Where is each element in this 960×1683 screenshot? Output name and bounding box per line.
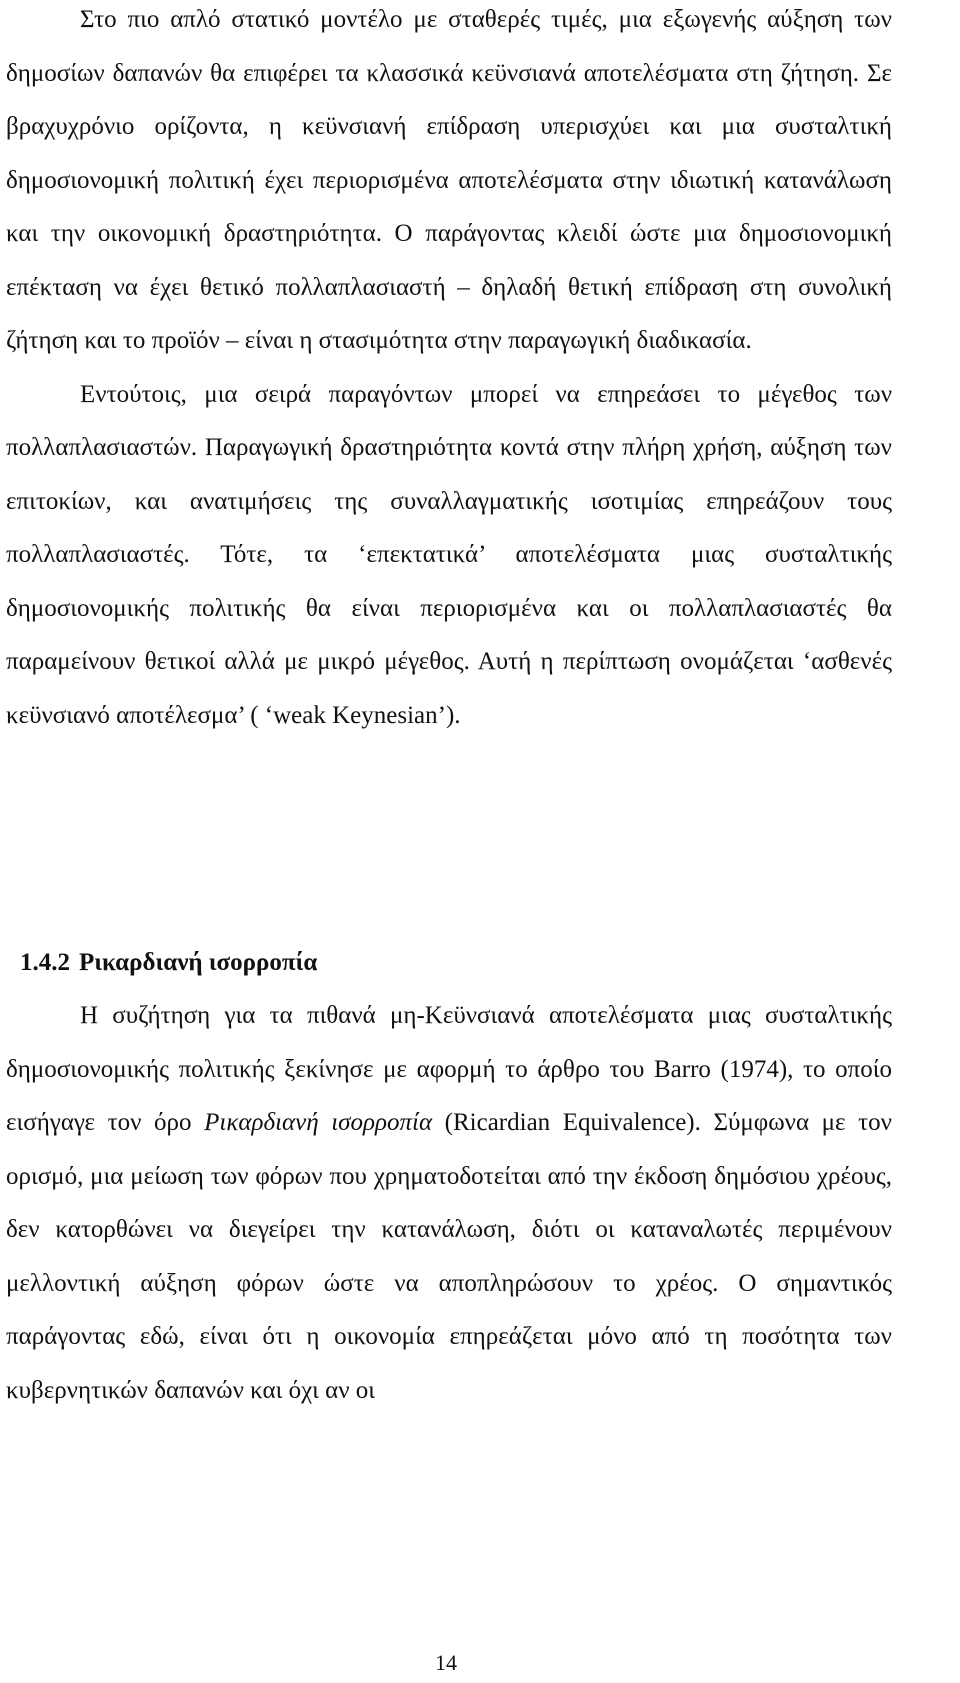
body-paragraph: Στο πιο απλό στατικό μοντέλο με σταθερές τιμές, μια εξωγενής αύξηση των δημοσίων δαπανών θα επιφέρει τα κλασσικά κεϋνσιανά αποτελέσματα στη ζήτηση. Σε βραχυχρόνιο ορίζοντα, η κεϋνσιανή επίδραση υπερισχύει και μια συσταλτική δημοσιονομική πολιτική έχει περιορισμένα αποτελέσματα στην ιδιωτική κατανάλωση και την οικονομική δραστηριότητα. Ο παράγοντας κλειδί ώστε μια δημοσιονομική επέκταση να έχει θετικό πολλαπλασιαστή – δηλαδή θετική επίδραση στη συνολική ζήτηση και το προϊόν – είναι η στασιμότητα στην παραγωγική διαδικασία. (6, 6, 892, 354)
section-title: Ρικαρδιανή ισορροπία (79, 949, 318, 976)
section-heading (20, 936, 317, 990)
italic-term: Ρικαρδιανή ισορροπία (204, 1109, 433, 1136)
body-paragraph (6, 989, 892, 1417)
page-number: 14 (435, 1650, 457, 1675)
section-number: 1.4.2 (20, 949, 70, 976)
paragraph-text: Η συζήτηση για τα πιθανά μη-Κεϋνσιανά αποτελέσματα μιας συσταλτικής δημοσιονομικής πολιτικής ξεκίνησε με αφορμή το άρθρο του Barro (1974), το οποίο εισήγαγε τον όρο (6, 1002, 892, 1136)
body-paragraph: Εντούτοις, μια σειρά παραγόντων μπορεί να επηρεάσει το μέγεθος των πολλαπλασιαστών. Παραγωγική δραστηριότητα κοντά στην πλήρη χρήση, αύξηση των επιτοκίων, και ανατιμήσεις της συναλλαγματικής ισοτιμίας επηρεάζουν τους πολλαπλασιαστές. Τότε, τα ‘επεκτατικά’ αποτελέσματα μιας συσταλτικής δημοσιονομικής πολιτικής θα είναι περιορισμένα και οι πολλαπλασιαστές θα παραμείνουν θετικοί αλλά με μικρό μέγεθος. Αυτή η περίπτωση ονομάζεται ‘ασθενές κεϋνσιανό αποτέλεσμα’ ( ‘weak Keynesian’). (6, 380, 892, 729)
paragraph-text: (Ricardian Equivalence). Σύμφωνα με τον ορισμό, μια μείωση των φόρων που χρηματοδοτείται από την έκδοση δημόσιου χρέους, δεν κατορθώνει να διεγείρει την κατανάλωση, διότι οι καταναλωτές περιμένουν μελλοντική αύξηση φόρων ώστε να αποπληρώσουν το χρέος. Ο σημαντικός παράγοντας εδώ, είναι ότι η οικονομία επηρεάζεται μόνο από τη ποσότητα των κυβερνητικών δαπανών και όχι αν οι (6, 1109, 892, 1404)
document-page (6, 0, 892, 1404)
